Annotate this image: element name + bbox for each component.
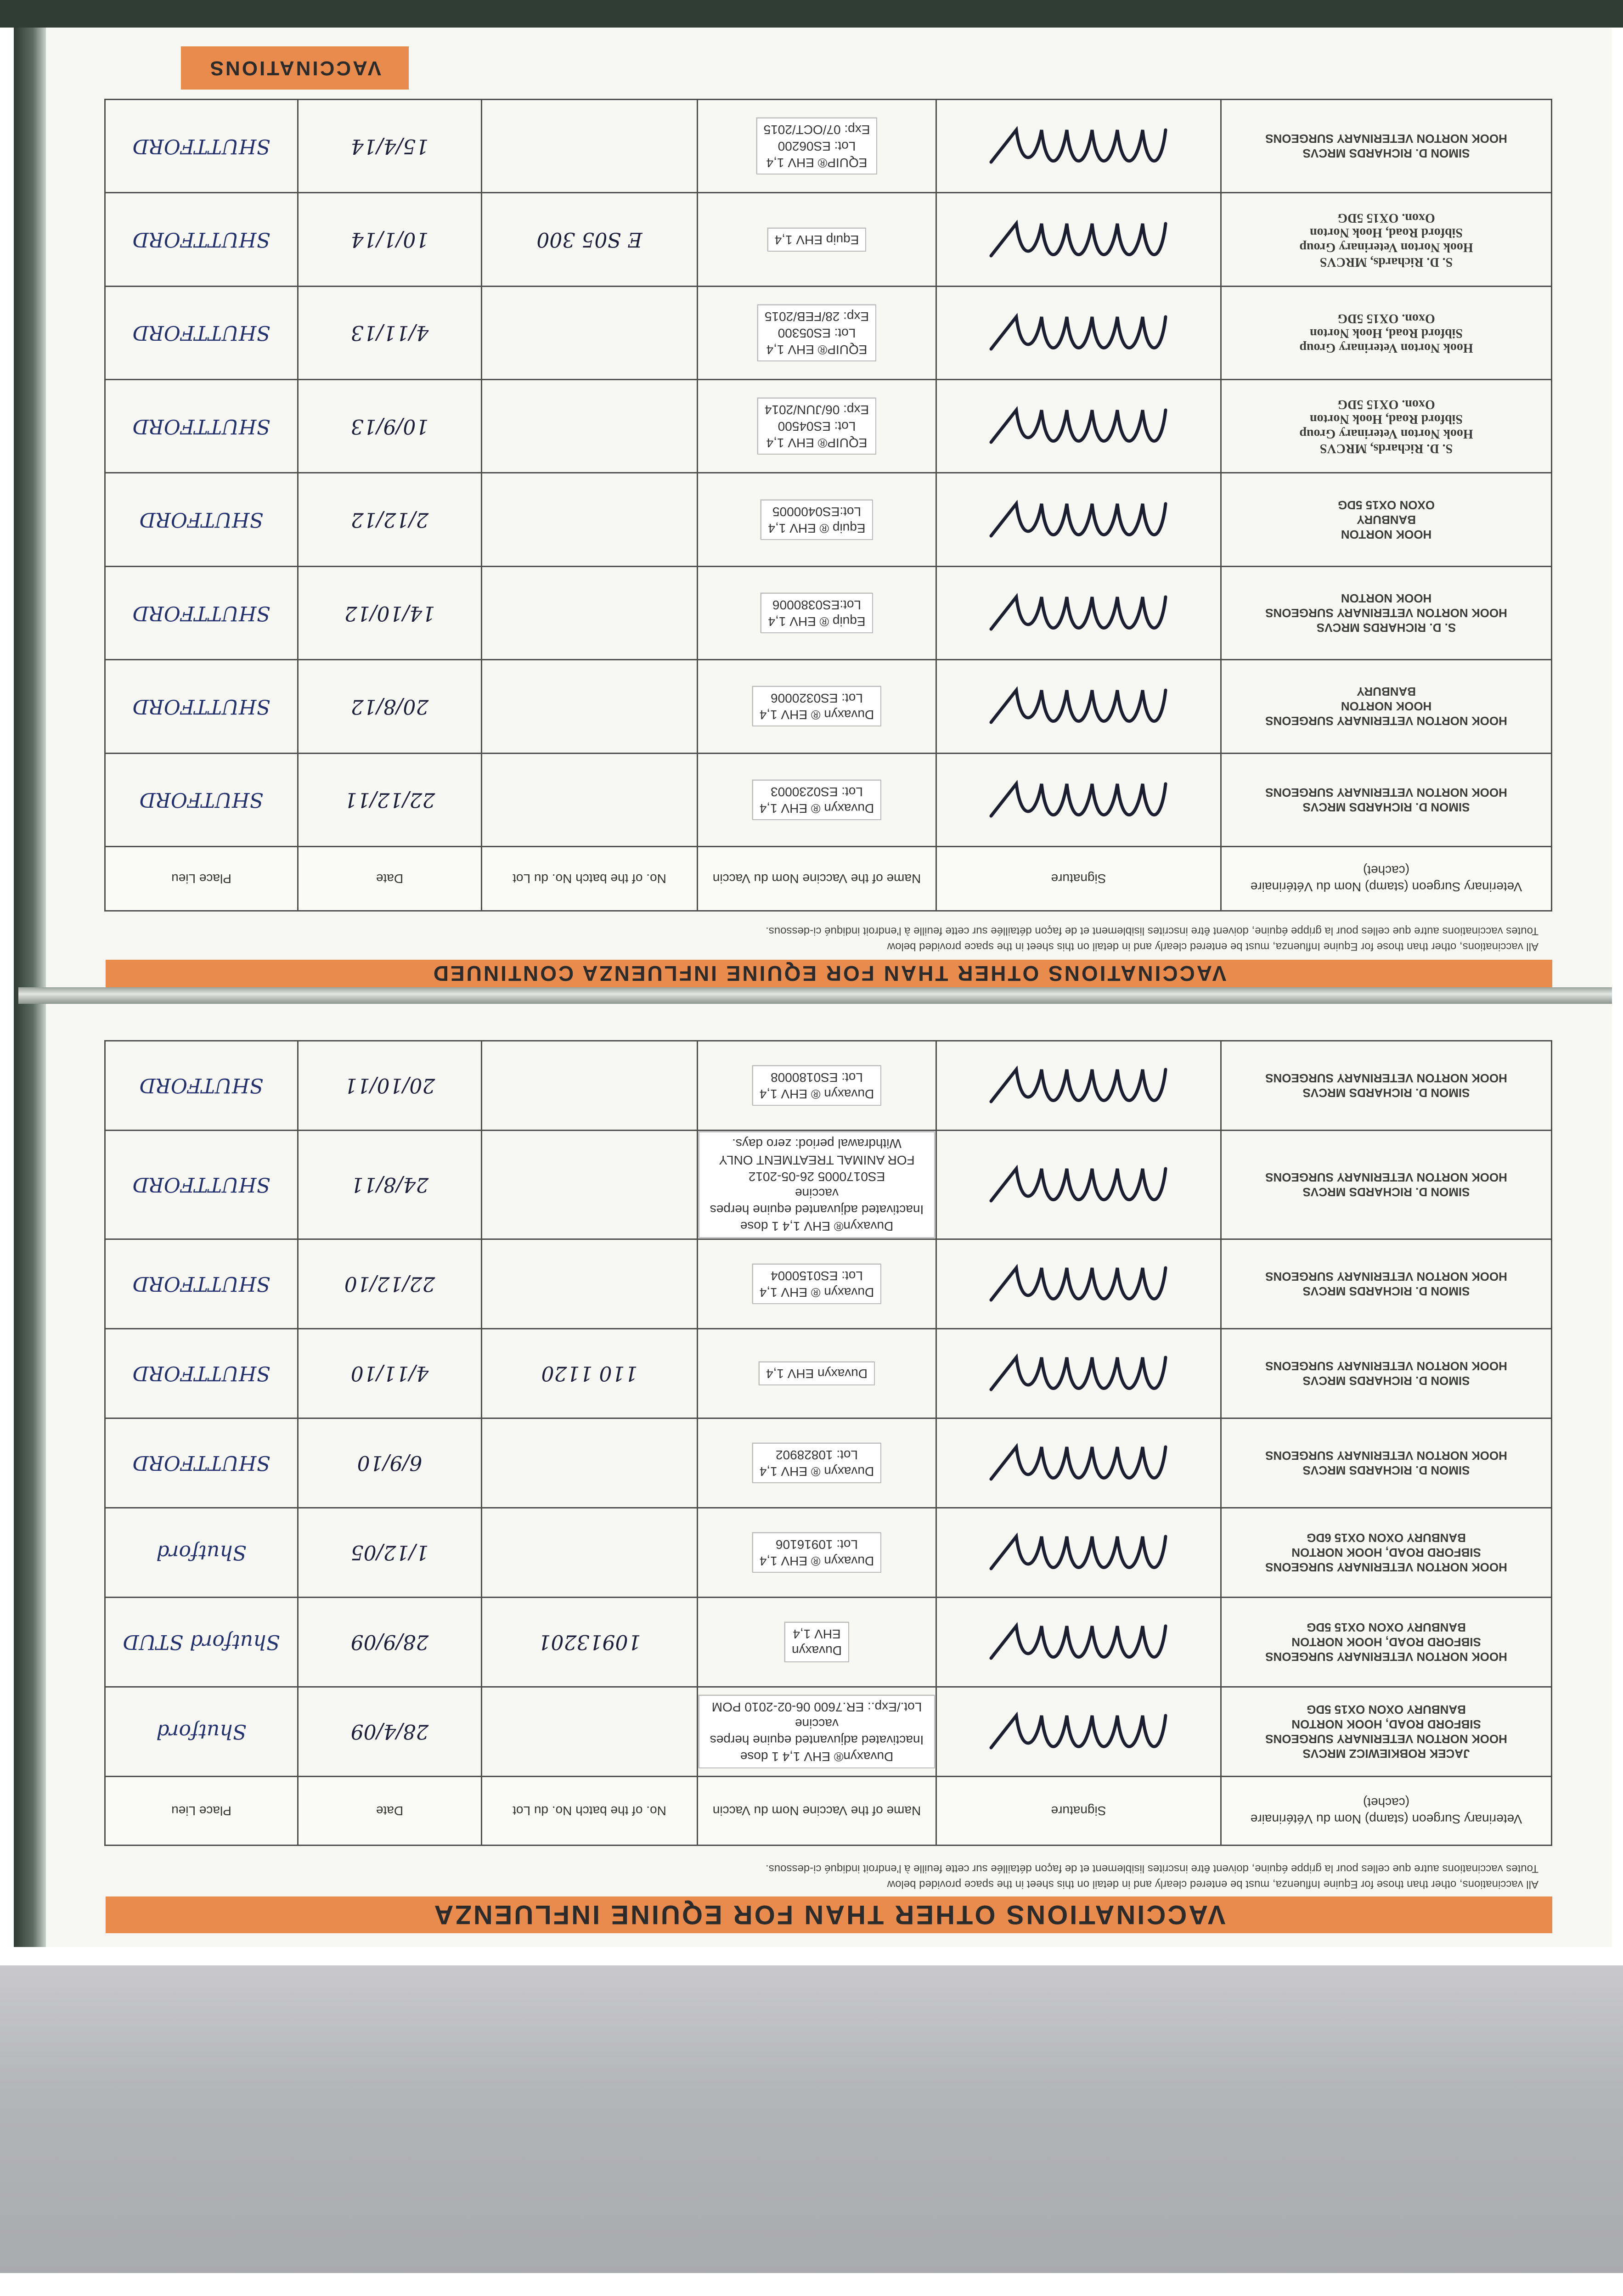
- signature: [937, 1042, 1220, 1129]
- surgeon-stamp-cell: [1221, 566, 1552, 659]
- signature-cell: [936, 193, 1221, 286]
- signature: [937, 474, 1220, 565]
- vaccine-label-sticker: [699, 1131, 935, 1238]
- vaccine-line: Equip EHV 1,4: [774, 232, 859, 247]
- stamp-line: HOOK NORTON VETERINARY SURGEONS: [1265, 1560, 1507, 1574]
- stamp-line: SIMON D. RICHARDS MRCVS: [1302, 1463, 1470, 1477]
- stamp-line: BANBURY: [1356, 685, 1416, 699]
- stamp-line: Hook Norton Veterinary Group: [1299, 240, 1473, 254]
- vaccine-cell: [698, 1131, 936, 1239]
- stamp-line: BANBURY: [1356, 512, 1416, 527]
- signature-cell: [936, 1687, 1221, 1777]
- vaccinations-tag: VACCINATIONS: [181, 46, 409, 90]
- vaccinations-tag-wrap: [181, 46, 409, 90]
- vaccination-date: 1/12/05: [298, 1508, 482, 1598]
- batch-number: [482, 660, 698, 753]
- vaccine-line: Lot: ES0320006: [771, 691, 863, 706]
- vaccine-cell: [698, 1508, 936, 1598]
- signature-scribble: [978, 579, 1180, 647]
- vaccination-date: 4/11/13: [298, 286, 482, 379]
- vaccine-line: Duvaxyn ® EHV 1,4: [759, 1464, 874, 1479]
- stamp-line: SIBFORD ROAD, HOOK NORTON: [1291, 1635, 1481, 1649]
- signature-cell: [936, 1508, 1221, 1598]
- table-row: [105, 1329, 1552, 1418]
- batch-number: [482, 473, 698, 566]
- signature-scribble: [978, 112, 1180, 180]
- surgeon-stamp-cell: [1221, 100, 1552, 193]
- table-row: [105, 193, 1552, 286]
- vaccination-date: 15/4/14: [298, 100, 482, 193]
- intro-fr: Toutes vaccinations autre que celles pour la grippe équine, doivent être inscrites lisiblement et de façon détaillée sur cette feuille à l'endroit indiqué ci-dessous.: [766, 925, 1538, 937]
- vaccine-line: Lot: ES0230003: [771, 784, 863, 799]
- surgeon-stamp-cell: [1221, 753, 1552, 846]
- table-row: [105, 1418, 1552, 1508]
- vaccine-cell: [698, 380, 936, 473]
- vaccine-line: EHV 1,4: [793, 1627, 841, 1641]
- vaccination-place: SHUTFORD: [105, 473, 298, 566]
- signature-scribble: [978, 1608, 1180, 1677]
- vaccine-line: Duvaxyn® EHV 1,4 1 dose: [740, 1219, 894, 1233]
- table-row: [105, 660, 1552, 753]
- stamp-line: Sibford Road, Hook Norton: [1310, 412, 1463, 427]
- vaccine-cell: [698, 473, 936, 566]
- vet-stamp: [1222, 1267, 1550, 1300]
- stamp-line: S. D. RICHARDS MRCVS: [1316, 621, 1456, 635]
- surgeon-stamp-cell: [1221, 1598, 1552, 1687]
- vaccine-line: Duvaxyn ® EHV 1,4: [759, 801, 874, 816]
- vet-stamp: [1222, 1357, 1550, 1390]
- vaccination-place: SHUTTFORD: [105, 660, 298, 753]
- signature-cell: [936, 1329, 1221, 1418]
- stamp-line: SIMON D. RICHARDS MRCVS: [1302, 1374, 1470, 1388]
- continued-heading: VACCINATIONS OTHER THAN FOR EQUINE INFLUENZA CONTINUED: [106, 960, 1552, 987]
- table-row: [105, 286, 1552, 379]
- stamp-line: JACEK ROBKIEWICZ MRCVS: [1302, 1747, 1470, 1761]
- scanner-bed: [0, 1965, 1623, 2296]
- vaccine-label-sticker: [752, 1065, 881, 1106]
- vet-stamp: [1222, 208, 1550, 271]
- signature: [937, 194, 1220, 285]
- stamp-line: BANBURY OXON OX15 6DG: [1307, 1531, 1466, 1545]
- stamp-line: Hook Norton Veterinary Group: [1299, 340, 1473, 355]
- top-page: [106, 28, 1552, 987]
- stamp-line: BANBURY OXON OX15 5DG: [1307, 1703, 1466, 1716]
- batch-number: [482, 1418, 698, 1508]
- stamp-line: SIBFORD ROAD, HOOK NORTON: [1291, 1717, 1481, 1731]
- stamp-line: SIMON D. RICHARDS MRCVS: [1302, 1185, 1470, 1199]
- vaccination-place: SHUTTFORD: [105, 286, 298, 379]
- vaccine-cell: [698, 1687, 936, 1777]
- surgeon-stamp-cell: [1221, 1687, 1552, 1777]
- stamp-line: HOOK NORTON VETERINARY SURGEONS: [1265, 714, 1507, 728]
- signature: [937, 754, 1220, 845]
- stamp-line: HOOK NORTON VETERINARY SURGEONS: [1265, 1650, 1507, 1664]
- vaccine-line: ES0170005 26-05-2012: [748, 1170, 885, 1184]
- vaccination-place: SHUTTFORD: [105, 1418, 298, 1508]
- vet-stamp: [1222, 1618, 1550, 1666]
- stamp-line: BANBURY OXON OX15 5DG: [1307, 1621, 1466, 1634]
- signature-cell: [936, 660, 1221, 753]
- main-heading: VACCINATIONS OTHER THAN FOR EQUINE INFLUENZA: [106, 1896, 1552, 1933]
- stamp-line: HOOK NORTON VETERINARY SURGEONS: [1265, 1270, 1507, 1283]
- vaccination-place: SHUTTFORD: [105, 380, 298, 473]
- table-row: [105, 1687, 1552, 1777]
- table-row: [105, 1508, 1552, 1598]
- vaccine-line: Equip ® EHV 1,4: [768, 614, 866, 629]
- vaccination-place: SHUTTFORD: [105, 100, 298, 193]
- surgeon-stamp-cell: [1221, 660, 1552, 753]
- signature-scribble: [978, 765, 1180, 834]
- surgeon-stamp-cell: [1221, 380, 1552, 473]
- vet-stamp: [1222, 1446, 1550, 1480]
- vaccine-line: Duvaxyn ® EHV 1,4: [759, 708, 874, 722]
- signature: [937, 661, 1220, 752]
- signature-scribble: [978, 485, 1180, 554]
- stamp-line: HOOK NORTON VETERINARY SURGEONS: [1265, 785, 1507, 799]
- stamp-line: S. D. Richards, MRCVS: [1319, 441, 1453, 456]
- vaccine-line: Duvaxyn: [792, 1643, 842, 1658]
- vet-stamp: [1222, 496, 1550, 544]
- signature-cell: [936, 753, 1221, 846]
- signature-scribble: [978, 1249, 1180, 1318]
- vet-stamp: [1222, 589, 1550, 637]
- vaccine-line: Duvaxyn® EHV 1,4 1 dose: [740, 1750, 894, 1764]
- batch-number: [482, 1508, 698, 1598]
- signature: [937, 1131, 1220, 1238]
- surgeon-stamp-cell: [1221, 1329, 1552, 1418]
- vaccination-place: SHUTTFORD: [105, 1329, 298, 1418]
- signature-scribble: [978, 1051, 1180, 1120]
- vaccination-place: SHUTFORD: [105, 753, 298, 846]
- vaccination-place: Shutford: [105, 1508, 298, 1598]
- vaccine-line: Inactivated adjuvanted equine herpes vaccine: [710, 1716, 924, 1747]
- vaccine-line: EQUIP® EHV 1,4: [766, 156, 868, 170]
- stamp-line: SIMON D. RICHARDS MRCVS: [1302, 800, 1470, 814]
- vaccine-cell: [698, 193, 936, 286]
- vet-stamp: [1222, 783, 1550, 816]
- vaccine-label-sticker: [752, 1443, 881, 1483]
- signature: [937, 381, 1220, 472]
- vet-stamp: [1222, 309, 1550, 357]
- vaccine-line: Exp: 28/FEB/2015: [764, 309, 869, 324]
- signature-cell: [936, 473, 1221, 566]
- vaccine-cell: [698, 1598, 936, 1687]
- vaccine-label-sticker: [767, 228, 867, 252]
- vaccine-line: Inactivated adjuvanted equine herpes vaccine: [710, 1186, 924, 1217]
- stamp-line: HOOK NORTON VETERINARY SURGEONS: [1265, 1449, 1507, 1463]
- bottom-page: [106, 1001, 1552, 1942]
- table-row: [105, 1041, 1552, 1131]
- batch-number: [482, 286, 698, 379]
- vaccination-place: Shutford: [105, 1687, 298, 1777]
- surgeon-stamp-cell: [1221, 1418, 1552, 1508]
- table-row: [105, 100, 1552, 193]
- intro-en: All vaccinations, other than those for Equine Influenza, must be entered clearly and in detail on this sheet in the space provided below: [887, 1878, 1538, 1891]
- vet-stamp: [1222, 1168, 1550, 1201]
- stamp-line: HOOK NORTON: [1341, 699, 1432, 714]
- vaccine-label-sticker: [752, 686, 881, 726]
- batch-number: [482, 1041, 698, 1131]
- vaccine-line: Duvaxyn ® EHV 1,4: [759, 1087, 874, 1101]
- vaccination-date: 10/9/13: [298, 380, 482, 473]
- batch-number: [482, 1239, 698, 1329]
- vet-stamp: [1222, 1529, 1550, 1576]
- vaccine-line: Lot:ES0400005: [772, 504, 862, 519]
- signature-scribble: [978, 1429, 1180, 1497]
- stamp-line: S. D. Richards, MRCVS: [1319, 254, 1453, 269]
- batch-number: [482, 100, 698, 193]
- header-vaccine: Name of the Vaccine Nom du Vaccin: [698, 847, 936, 911]
- header-signature: Signature: [936, 847, 1221, 911]
- surgeon-stamp-cell: [1221, 1041, 1552, 1131]
- signature: [937, 1598, 1220, 1686]
- surgeon-stamp-cell: [1221, 473, 1552, 566]
- intro-text: [106, 917, 1552, 954]
- vaccine-label-sticker: [759, 1362, 875, 1385]
- signature-cell: [936, 100, 1221, 193]
- surgeon-stamp-cell: [1221, 286, 1552, 379]
- signature-cell: [936, 1131, 1221, 1239]
- vaccination-date: 24/8/11: [298, 1131, 482, 1239]
- vaccine-label-sticker: [752, 1532, 881, 1573]
- vaccine-line: Duvaxyn ® EHV 1,4: [759, 1285, 874, 1300]
- vaccine-line: Lot: ES0150004: [771, 1269, 863, 1283]
- vaccination-date: 20/8/12: [298, 660, 482, 753]
- stamp-line: HOOK NORTON: [1341, 591, 1432, 606]
- vaccine-cell: [698, 566, 936, 659]
- stamp-line: SIBFORD ROAD, HOOK NORTON: [1291, 1546, 1481, 1559]
- surgeon-stamp-cell: [1221, 1239, 1552, 1329]
- vaccine-cell: [698, 753, 936, 846]
- signature-cell: [936, 1418, 1221, 1508]
- batch-number: [482, 1687, 698, 1777]
- signature-cell: [936, 286, 1221, 379]
- vaccine-cell: [698, 1239, 936, 1329]
- vaccine-cell: [698, 1041, 936, 1131]
- stamp-line: SIMON D. RICHARDS MRCVS: [1302, 146, 1470, 161]
- signature: [937, 101, 1220, 191]
- stamp-line: Sibford Road, Hook Norton: [1310, 326, 1463, 340]
- vaccination-date: 4/11/10: [298, 1329, 482, 1418]
- header-batch: No. of the batch No. du Lot: [482, 847, 698, 911]
- vaccine-label-sticker: [752, 780, 881, 820]
- vet-stamp: [1222, 682, 1550, 730]
- vaccination-place: SHUTTFORD: [105, 566, 298, 659]
- surgeon-stamp-cell: [1221, 1131, 1552, 1239]
- vaccine-line: Lot: 10828902: [775, 1448, 858, 1462]
- vaccine-line: Duvaxyn EHV 1,4: [766, 1367, 868, 1381]
- signature: [937, 568, 1220, 658]
- batch-number: [482, 1131, 698, 1239]
- vaccination-place: SHUTTFORD: [105, 1239, 298, 1329]
- signature-cell: [936, 1041, 1221, 1131]
- batch-number: [482, 566, 698, 659]
- vaccination-place: Shutford STUD: [105, 1598, 298, 1687]
- intro-text: [106, 1855, 1552, 1892]
- vaccine-line: Lot: ES06200: [778, 139, 856, 154]
- batch-number: E S05 300: [482, 193, 698, 286]
- stamp-line: Oxon. OX15 5DG: [1337, 397, 1435, 412]
- header-place: Place Lieu: [105, 847, 298, 911]
- intro-fr: Toutes vaccinations autre que celles pour la grippe équine, doivent être inscrites lisiblement et de façon détaillée sur cette feuille à l'endroit indiqué ci-dessous.: [766, 1863, 1538, 1875]
- signature-scribble: [978, 205, 1180, 274]
- signature: [937, 1688, 1220, 1775]
- table-row: [105, 1239, 1552, 1329]
- stamp-line: OXON OX15 5DG: [1338, 498, 1435, 512]
- signature-scribble: [978, 392, 1180, 461]
- vaccine-line: Lot:ES0380006: [772, 598, 862, 613]
- table-row: [105, 473, 1552, 566]
- stamp-line: SIMON D. RICHARDS MRCVS: [1302, 1284, 1470, 1298]
- signature-cell: [936, 380, 1221, 473]
- stamp-line: HOOK NORTON VETERINARY SURGEONS: [1265, 1171, 1507, 1184]
- stamp-line: Hook Norton Veterinary Group: [1299, 427, 1473, 441]
- surgeon-stamp-cell: [1221, 193, 1552, 286]
- vaccine-cell: [698, 100, 936, 193]
- vaccine-line: Withdrawal period: zero days.: [732, 1137, 902, 1151]
- stamp-line: HOOK NORTON VETERINARY SURGEONS: [1265, 1359, 1507, 1373]
- vaccine-label-sticker: [752, 1264, 881, 1304]
- vaccine-cell: [698, 660, 936, 753]
- signature-cell: [936, 1239, 1221, 1329]
- batch-number: 110 1120: [482, 1329, 698, 1418]
- vaccine-label-sticker: [699, 1695, 935, 1768]
- batch-number: 10913201: [482, 1598, 698, 1687]
- stamp-line: HOOK NORTON VETERINARY SURGEONS: [1265, 1071, 1507, 1085]
- vaccine-cell: [698, 286, 936, 379]
- table-row: [105, 1131, 1552, 1239]
- vaccine-label-sticker: [757, 398, 876, 455]
- vaccine-line: Lot: ES04500: [778, 419, 856, 434]
- table-row: [105, 1598, 1552, 1687]
- header-place: Place Lieu: [105, 1777, 298, 1846]
- table-row: [105, 753, 1552, 846]
- vaccination-date: 2/12/12: [298, 473, 482, 566]
- header-surgeon: Veterinary Surgeon (stamp) Nom du Vétérinaire (cachet): [1221, 847, 1552, 911]
- vaccine-line: Exp: 07/OCT/2015: [763, 123, 870, 137]
- stamp-line: Oxon. OX15 5DG: [1337, 210, 1435, 225]
- vaccine-label-sticker: [757, 304, 876, 361]
- header-signature: Signature: [936, 1777, 1221, 1846]
- vaccine-line: Lot: ES0180008: [771, 1070, 863, 1085]
- stamp-line: Oxon. OX15 5DG: [1337, 311, 1435, 326]
- scanner-background: [0, 0, 1623, 28]
- vaccine-cell: [698, 1418, 936, 1508]
- vaccination-date: 6/9/10: [298, 1418, 482, 1508]
- bottom-vaccination-table: [104, 1040, 1552, 1846]
- header-surgeon: Veterinary Surgeon (stamp) Nom du Vétérinaire (cachet): [1221, 1777, 1552, 1846]
- vet-stamp: [1222, 1700, 1550, 1763]
- table-row: [105, 380, 1552, 473]
- vaccination-place: SHUTTFORD: [105, 193, 298, 286]
- stamp-line: HOOK NORTON VETERINARY SURGEONS: [1265, 132, 1507, 146]
- signature: [937, 1330, 1220, 1417]
- signature: [937, 1509, 1220, 1596]
- header-batch: No. of the batch No. du Lot: [482, 1777, 698, 1846]
- vaccination-date: 22/12/11: [298, 753, 482, 846]
- signature-scribble: [978, 1339, 1180, 1408]
- vaccine-label-sticker: [761, 500, 873, 540]
- signature-scribble: [978, 298, 1180, 367]
- header-date: Date: [298, 1777, 482, 1846]
- vaccination-date: 22/12/10: [298, 1239, 482, 1329]
- vaccination-date: 20/10/11: [298, 1041, 482, 1131]
- vaccine-label-sticker: [756, 118, 878, 174]
- signature-cell: [936, 566, 1221, 659]
- signature: [937, 1419, 1220, 1507]
- vet-stamp: [1222, 1069, 1550, 1102]
- vaccination-date: 28/9/09: [298, 1598, 482, 1687]
- batch-number: [482, 380, 698, 473]
- top-vaccination-table: [104, 99, 1552, 912]
- signature-scribble: [978, 1150, 1180, 1219]
- vaccine-line: Exp: 06/JUN/2014: [764, 403, 869, 417]
- vaccine-line: Lot./Exp.: ER.7600 06-02-2010 POM: [711, 1700, 922, 1714]
- signature-scribble: [978, 672, 1180, 741]
- signature-scribble: [978, 1697, 1180, 1766]
- header-date: Date: [298, 847, 482, 911]
- vaccine-cell: [698, 1329, 936, 1418]
- signature: [937, 287, 1220, 378]
- vaccination-place: SHUTTFORD: [105, 1131, 298, 1239]
- vaccine-line: Equip ® EHV 1,4: [768, 521, 866, 535]
- vaccine-label-sticker: [784, 1622, 849, 1662]
- vaccine-line: Lot: ES05300: [778, 326, 856, 340]
- signature-scribble: [978, 1518, 1180, 1587]
- batch-number: [482, 753, 698, 846]
- stamp-line: SIMON D. RICHARDS MRCVS: [1302, 1086, 1470, 1100]
- vaccination-place: SHUTFORD: [105, 1041, 298, 1131]
- signature-cell: [936, 1598, 1221, 1687]
- surgeon-stamp-cell: [1221, 1508, 1552, 1598]
- stamp-line: HOOK NORTON VETERINARY SURGEONS: [1265, 1732, 1507, 1746]
- vaccine-line: FOR ANIMAL TREATMENT ONLY: [719, 1153, 915, 1167]
- table-row: [105, 566, 1552, 659]
- vaccination-date: 28/4/09: [298, 1687, 482, 1777]
- intro-en: All vaccinations, other than those for Equine Influenza, must be entered clearly and in detail on this sheet in the space provided below: [887, 940, 1538, 953]
- vaccine-line: EQUIP® EHV 1,4: [766, 342, 868, 357]
- signature: [937, 1240, 1220, 1328]
- vaccine-line: Lot: 10916106: [775, 1537, 858, 1552]
- stamp-line: HOOK NORTON VETERINARY SURGEONS: [1265, 606, 1507, 620]
- vaccine-line: Duvaxyn ® EHV 1,4: [759, 1554, 874, 1568]
- stamp-line: Sibford Road, Hook Norton: [1310, 225, 1463, 240]
- vaccination-date: 14/10/12: [298, 566, 482, 659]
- vet-stamp: [1222, 129, 1550, 163]
- vaccine-line: EQUIP® EHV 1,4: [766, 436, 868, 450]
- vet-stamp: [1222, 395, 1550, 457]
- scan-margin: [0, 2273, 1623, 2296]
- header-vaccine: Name of the Vaccine Nom du Vaccin: [698, 1777, 936, 1846]
- stamp-line: HOOK NORTON: [1341, 527, 1432, 541]
- vaccination-date: 10/1/14: [298, 193, 482, 286]
- vaccine-label-sticker: [761, 593, 873, 633]
